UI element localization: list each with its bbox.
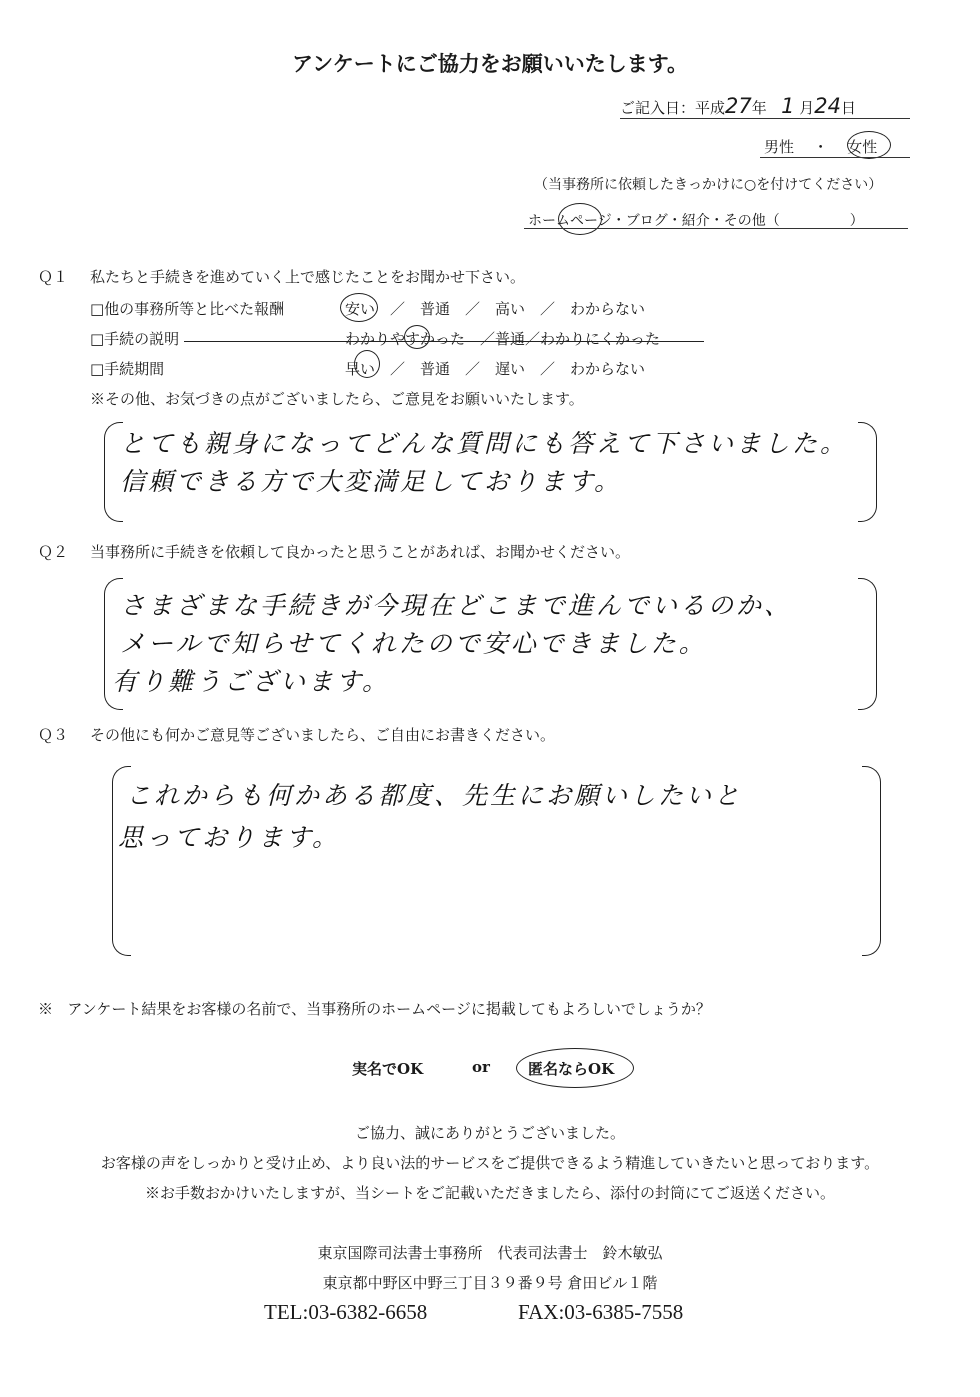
entry-date-underline bbox=[620, 118, 910, 119]
office-fax: FAX:03-6385-7558 bbox=[518, 1300, 684, 1324]
q1-item-period-options[interactable]: 早い ／ 普通 ／ 遅い ／ わからない bbox=[345, 360, 646, 378]
source-homepage-circle bbox=[558, 203, 602, 235]
consent-question bbox=[38, 998, 711, 1019]
gender-female[interactable]: 女性 bbox=[847, 138, 878, 156]
q3-question: その他にも何かご意見等ございましたら、ご自由にお書きください。 bbox=[90, 726, 556, 744]
q1-item-period-label[interactable]: □手続期間 bbox=[90, 360, 165, 378]
source-underline bbox=[524, 228, 908, 229]
q3-answer-line-2: 思っております。 bbox=[118, 823, 341, 852]
q1-fee-selected-circle bbox=[340, 293, 378, 322]
closing-message: お客様の声をしっかりと受け止め、より良い法的サービスをご提供できるよう精進していきたいと思っております。 bbox=[100, 1154, 880, 1172]
consent-option-or: or bbox=[472, 1058, 490, 1076]
gender-separator: ・ bbox=[813, 138, 829, 156]
consent-mark: ※ bbox=[38, 1000, 54, 1018]
entry-date-month-unit: 月 bbox=[799, 99, 815, 117]
entry-date-month: 1 bbox=[781, 94, 795, 118]
entry-date-label: ご記入日：平成 bbox=[620, 99, 726, 117]
consent-anonymous-circle bbox=[516, 1048, 634, 1088]
q2-question: 当事務所に手続きを依頼して良かったと思うことがあれば、お聞かせください。 bbox=[90, 543, 631, 561]
q1-period-selected-circle bbox=[354, 350, 380, 378]
entry-date bbox=[620, 94, 856, 118]
survey-title: アンケートにご協力をお願いいたします。 bbox=[291, 51, 689, 76]
q2-label: Ｑ２ bbox=[38, 543, 69, 561]
gender-underline bbox=[760, 157, 910, 158]
gender-male[interactable]: 男性 bbox=[764, 138, 795, 156]
q1-explanation-strike-line bbox=[184, 341, 704, 342]
q2-answer-bracket-right bbox=[858, 578, 877, 710]
entry-date-year: 27 bbox=[725, 94, 752, 118]
q3-answer-line-1: これからも何かある都度、先生にお願いしたいと bbox=[126, 781, 743, 810]
source-options[interactable]: ホームページ・ブログ・紹介・その他（ ） bbox=[528, 213, 864, 229]
q1-item-explanation-options[interactable]: わかりやすかった ／普通／わかりにくかった bbox=[345, 330, 661, 348]
q1-question: 私たちと手続きを進めていく上で感じたことをお聞かせ下さい。 bbox=[90, 268, 526, 286]
source-note: （当事務所に依頼したきっかけに○を付けてください） bbox=[534, 177, 883, 193]
q3-label: Ｑ３ bbox=[38, 726, 69, 744]
closing-return-note: ※お手数おかけいたしますが、当シートをご記載いただきましたら、添付の封筒にてご返送ください。 bbox=[144, 1184, 835, 1202]
q1-other-prompt: ※その他、お気づきの点がございましたら、ご意見をお願いいたします。 bbox=[90, 390, 584, 408]
entry-date-day-unit: 日 bbox=[840, 99, 856, 117]
q1-item-fee-label[interactable]: □他の事務所等と比べた報酬 bbox=[90, 300, 285, 318]
entry-date-day: 24 bbox=[814, 94, 841, 118]
consent-question-text: アンケート結果をお客様の名前で、当事務所のホームページに掲載してもよろしいでしょうか？ bbox=[67, 1000, 711, 1018]
office-name: 東京国際司法書士事務所 代表司法書士 鈴木敏弘 bbox=[317, 1244, 663, 1262]
q1-explanation-selected-circle bbox=[404, 325, 430, 349]
q2-answer-line-2: メールで知らせてくれたので安心できました。 bbox=[120, 629, 707, 658]
q1-answer-line-1: とても親身になってどんな質問にも答えて下さいました。 bbox=[120, 429, 849, 458]
q1-answer-bracket-right bbox=[858, 422, 877, 522]
gender-female-circle bbox=[847, 131, 891, 159]
q1-label: Ｑ１ bbox=[38, 268, 69, 286]
q3-answer-bracket-right bbox=[862, 766, 881, 956]
consent-option-real-name[interactable]: 実名でOK bbox=[352, 1060, 424, 1078]
q1-answer-line-2: 信頼できる方で大変満足しております。 bbox=[120, 467, 623, 496]
consent-option-anonymous[interactable]: 匿名ならOK bbox=[528, 1060, 615, 1078]
office-address: 東京都中野区中野三丁目３９番９号 倉田ビル１階 bbox=[322, 1274, 658, 1292]
office-tel: TEL:03-6382-6658 bbox=[264, 1300, 428, 1324]
closing-thanks: ご協力、誠にありがとうございました。 bbox=[354, 1124, 625, 1142]
entry-date-year-unit: 年 bbox=[751, 99, 767, 117]
q1-item-fee-options[interactable]: 安い ／ 普通 ／ 高い ／ わからない bbox=[345, 300, 646, 318]
q2-answer-line-3: 有り難うございます。 bbox=[112, 667, 391, 696]
q2-answer-line-1: さまざまな手続きが今現在どこまで進んでいるのか、 bbox=[120, 591, 793, 620]
q1-item-explanation-label[interactable]: □手続の説明 bbox=[90, 330, 180, 348]
